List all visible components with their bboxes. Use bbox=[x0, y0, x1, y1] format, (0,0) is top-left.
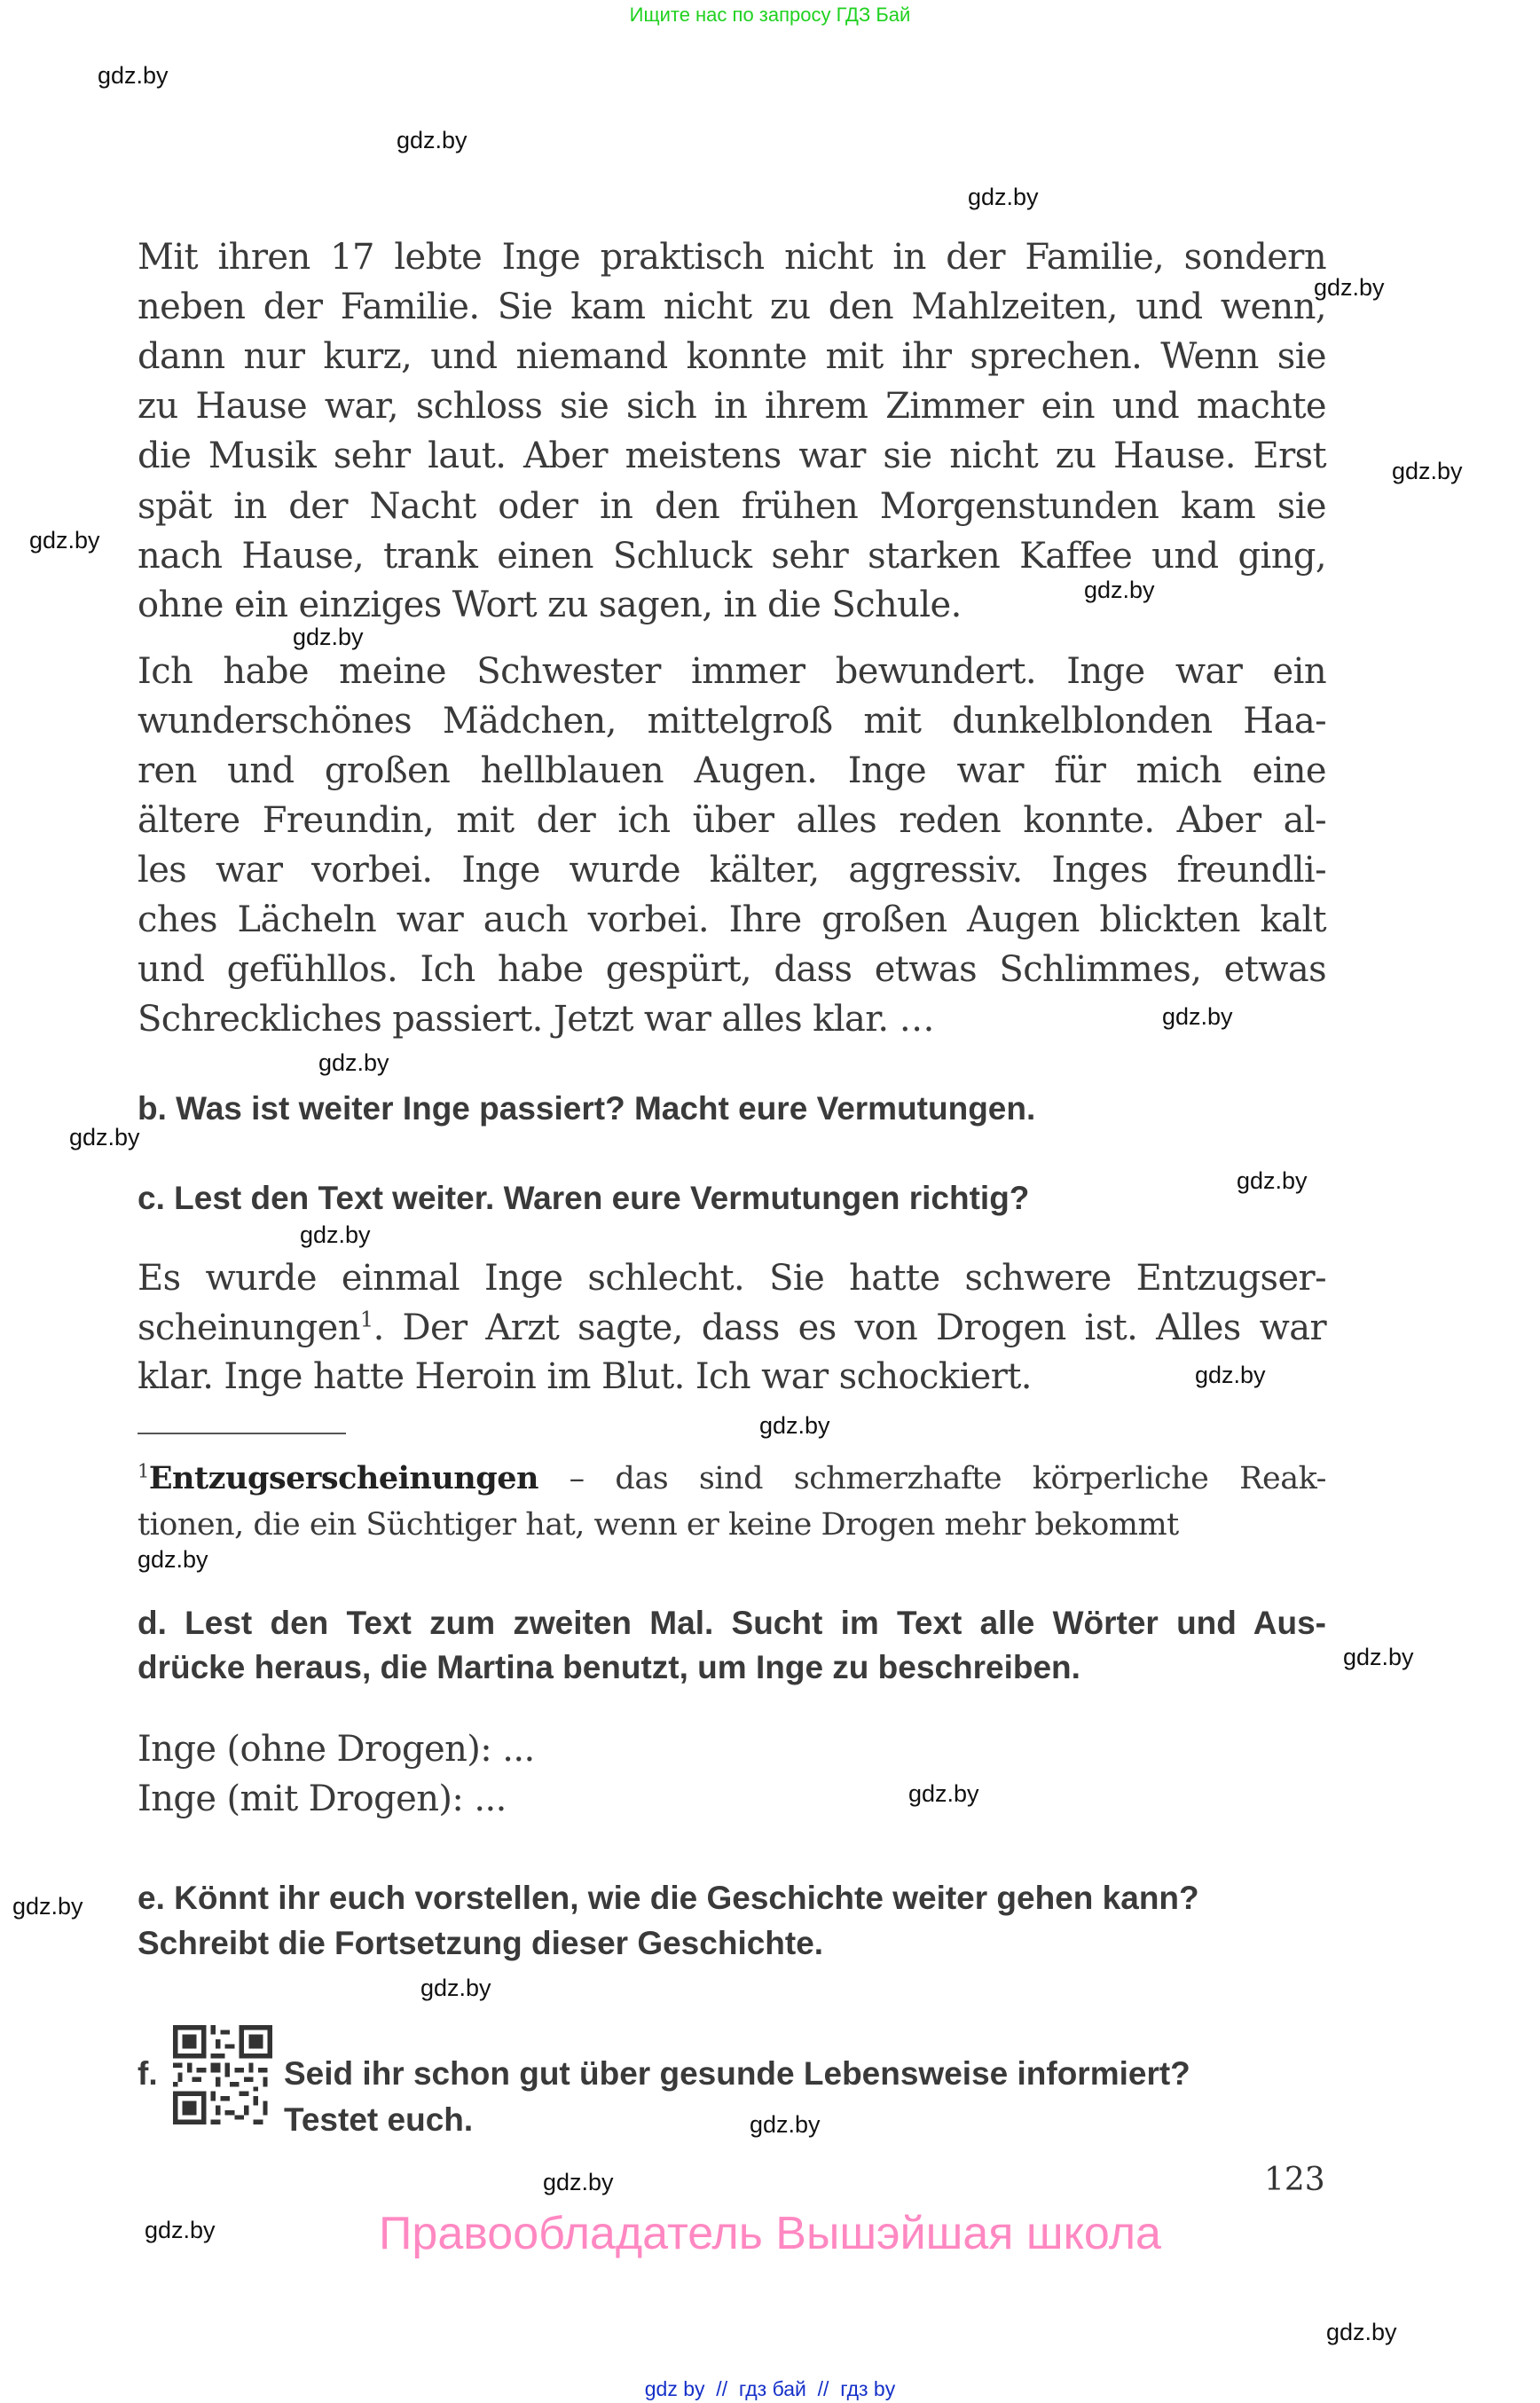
text-line: Es wurde einmal Inge schlecht. Sie hatte schwere Entzugser- bbox=[138, 1258, 1326, 1299]
footer-links[interactable]: gdz by // гдз бай // гдз by bbox=[644, 2377, 896, 2400]
watermark: gdz.by bbox=[1162, 1003, 1233, 1030]
search-banner: Ищите нас по запросу ГДЗ Бай bbox=[629, 4, 911, 26]
watermark: gdz.by bbox=[293, 624, 364, 650]
page-number: 123 bbox=[1264, 2162, 1325, 2198]
watermark: gdz.by bbox=[300, 1221, 371, 1248]
text-line: nach Hause, trank einen Schluck sehr starken Kaffee und ging, bbox=[138, 536, 1326, 577]
text-line bbox=[138, 1305, 1326, 1351]
task-e-line: e. Könnt ihr euch vorstellen, wie die Geschichte weiter gehen kann? bbox=[138, 1880, 1199, 1916]
text-line: spät in der Nacht oder in den frühen Morgenstunden kam sie bbox=[138, 486, 1326, 527]
task-e-line: Schreibt die Fortsetzung dieser Geschichte. bbox=[138, 1925, 824, 1961]
watermark: gdz.by bbox=[98, 62, 169, 89]
footnote-marker: 1 bbox=[138, 1460, 149, 1482]
watermark: gdz.by bbox=[145, 2217, 216, 2243]
task-f-line: Seid ihr schon gut über gesunde Lebensweise informiert? bbox=[284, 2055, 1190, 2092]
task-c: c. Lest den Text weiter. Waren eure Vermutungen richtig? bbox=[138, 1180, 1030, 1216]
text-line: dann nur kurz, und niemand konnte mit ihr sprechen. Wenn sie bbox=[138, 336, 1326, 377]
watermark: gdz.by bbox=[12, 1893, 83, 1920]
footnote-divider bbox=[138, 1433, 346, 1434]
watermark: gdz.by bbox=[420, 1975, 491, 2001]
answer-with-drugs: Inge (mit Drogen): ... bbox=[138, 1779, 507, 1819]
text-line: ohne ein einziges Wort zu sagen, in die Schule. bbox=[138, 585, 962, 625]
watermark: gdz.by bbox=[1326, 2319, 1397, 2345]
footnote-ref: 1 bbox=[359, 1307, 373, 1332]
watermark: gdz.by bbox=[1314, 274, 1385, 301]
copyright-notice: Правообладатель Вышэйшая школа bbox=[379, 2208, 1161, 2259]
text-line: die Musik sehr laut. Aber meistens war sie nicht zu Hause. Erst bbox=[138, 436, 1326, 476]
text-fragment: . Der Arzt sagte, dass es von Drogen ist. Alles war bbox=[373, 1308, 1326, 1348]
footnote-text: – das sind schmerzhafte körperliche Reak- bbox=[538, 1461, 1326, 1496]
text-line: klar. Inge hatte Heroin im Blut. Ich war schockiert. bbox=[138, 1356, 1032, 1397]
footnote-term: Entzugserscheinungen bbox=[148, 1460, 538, 1496]
text-line-with-footnote bbox=[138, 1305, 1326, 1351]
task-f-line: Testet euch. bbox=[284, 2101, 474, 2138]
answer-without-drugs: Inge (ohne Drogen): ... bbox=[138, 1729, 535, 1770]
watermark: gdz.by bbox=[1195, 1362, 1266, 1388]
watermark: gdz.by bbox=[318, 1049, 389, 1076]
watermark: gdz.by bbox=[138, 1546, 208, 1573]
text-line: wunderschönes Mädchen, mittelgroß mit dunkelblonden Haa- bbox=[138, 701, 1326, 742]
text-line: ältere Freundin, mit der ich über alles reden konnte. Aber al- bbox=[138, 800, 1326, 841]
watermark: gdz.by bbox=[968, 184, 1039, 210]
text-line: les war vorbei. Inge wurde kälter, aggressiv. Inges freundli- bbox=[138, 850, 1326, 891]
text-line: zu Hause war, schloss sie sich in ihrem Zimmer ein und machte bbox=[138, 386, 1326, 427]
text-line: neben der Familie. Sie kam nicht zu den Mahlzeiten, und wenn, bbox=[138, 287, 1326, 327]
footnote-line bbox=[138, 1458, 1326, 1499]
text-line: und gefühllos. Ich habe gespürt, dass etwas Schlimmes, etwas bbox=[138, 949, 1326, 990]
watermark: gdz.by bbox=[759, 1412, 830, 1439]
watermark: gdz.by bbox=[1237, 1167, 1308, 1194]
text-line: Ich habe meine Schwester immer bewundert. Inge war ein bbox=[138, 651, 1326, 692]
watermark: gdz.by bbox=[1084, 577, 1155, 603]
qr-code-icon[interactable] bbox=[173, 2025, 272, 2124]
watermark: gdz.by bbox=[750, 2111, 821, 2138]
text-line: ches Lächeln war auch vorbei. Ihre großen Augen blickten kalt bbox=[138, 899, 1326, 940]
footnote-line: tionen, die ein Süchtiger hat, wenn er keine Drogen mehr bekommt bbox=[138, 1507, 1179, 1543]
watermark: gdz.by bbox=[1343, 1644, 1414, 1670]
text-fragment: scheinungen bbox=[138, 1308, 360, 1348]
text-line: ren und großen hellblauen Augen. Inge war für mich eine bbox=[138, 750, 1326, 791]
text-line: Schreckliches passiert. Jetzt war alles klar. … bbox=[138, 999, 935, 1040]
watermark: gdz.by bbox=[69, 1124, 140, 1150]
watermark: gdz.by bbox=[543, 2169, 614, 2195]
text-line: Mit ihren 17 lebte Inge praktisch nicht in der Familie, sondern bbox=[138, 237, 1326, 278]
task-b: b. Was ist weiter Inge passiert? Macht eure Vermutungen. bbox=[138, 1090, 1036, 1127]
watermark: gdz.by bbox=[29, 527, 100, 554]
task-f-label: f. bbox=[138, 2055, 158, 2092]
task-d-line: d. Lest den Text zum zweiten Mal. Sucht im Text alle Wörter und Aus- bbox=[138, 1605, 1326, 1641]
watermark: gdz.by bbox=[908, 1780, 979, 1807]
task-d-line: drücke heraus, die Martina benutzt, um Inge zu beschreiben. bbox=[138, 1649, 1080, 1685]
watermark: gdz.by bbox=[397, 127, 468, 153]
watermark: gdz.by bbox=[1392, 458, 1463, 484]
